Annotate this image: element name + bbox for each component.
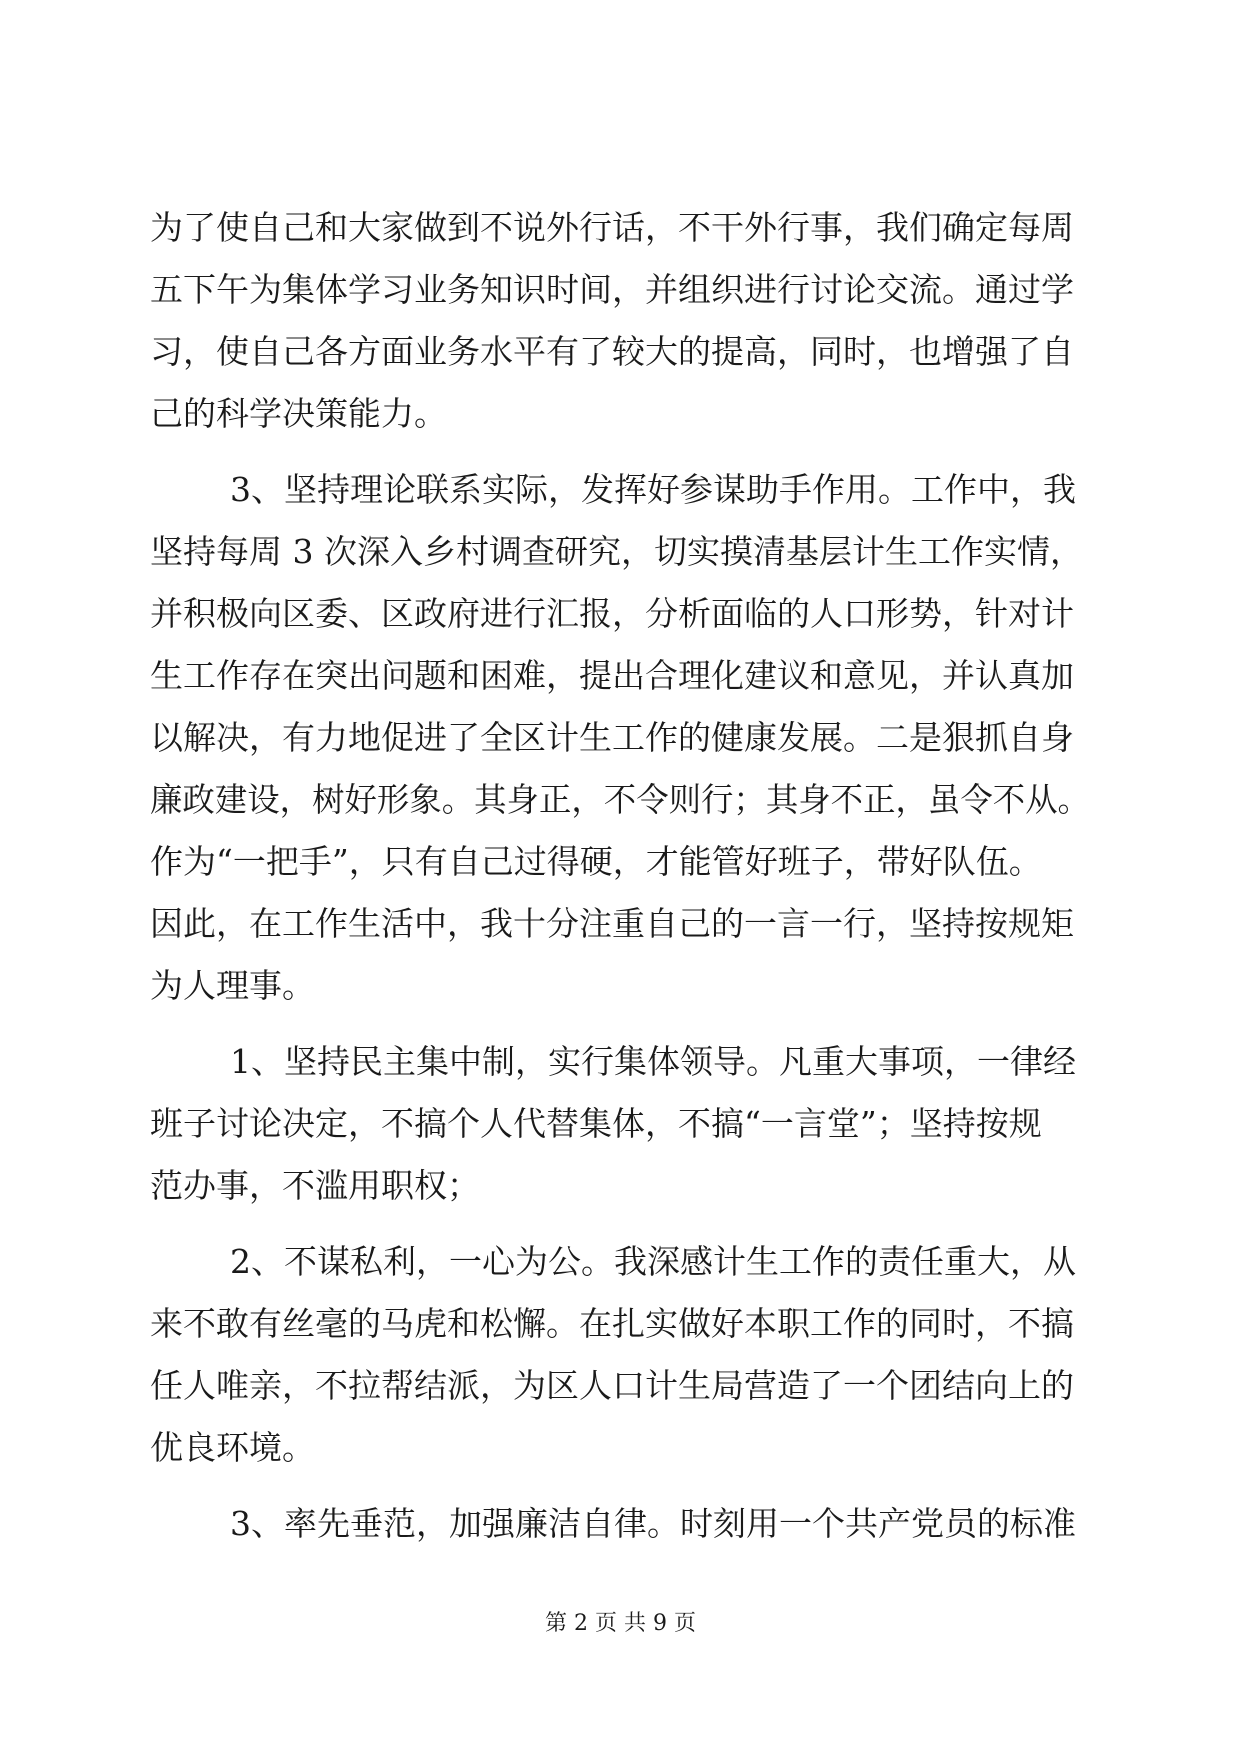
line-text: 生工作存在突出问题和困难，提出合理化建议和意见，并认真加 <box>150 656 1074 695</box>
text-line <box>0 1413 1241 1483</box>
line-text: 3、率先垂范，加强廉洁自律。时刻用一个共产党员的标准 <box>230 1504 1076 1543</box>
text-line <box>0 1089 1241 1159</box>
line-text: 1、坚持民主集中制，实行集体领导。凡重大事项，一律经 <box>230 1042 1076 1081</box>
text-line <box>0 1489 1241 1559</box>
text-line <box>0 193 1241 263</box>
text-line <box>0 455 1241 525</box>
line-text: 坚持每周 3 次深入乡村调查研究，切实摸清基层计生工作实情， <box>150 532 1083 571</box>
text-line <box>0 889 1241 959</box>
line-text: 以解决，有力地促进了全区计生工作的健康发展。二是狠抓自身 <box>150 718 1074 757</box>
line-text: 来不敢有丝毫的马虎和松懈。在扎实做好本职工作的同时，不搞 <box>150 1304 1074 1343</box>
text-line <box>0 1151 1241 1221</box>
line-text: 五下午为集体学习业务知识时间，并组织进行讨论交流。通过学 <box>150 270 1074 309</box>
line-text: 作为“一把手”，只有自己过得硬，才能管好班子，带好队伍。 <box>150 842 1042 881</box>
line-text: 为了使自己和大家做到不说外行话，不干外行事，我们确定每周 <box>150 208 1074 247</box>
text-line <box>0 641 1241 711</box>
line-text: 2、不谋私利，一心为公。我深感计生工作的责任重大，从 <box>230 1242 1076 1281</box>
text-line <box>0 379 1241 449</box>
line-text: 3、坚持理论联系实际，发挥好参谋助手作用。工作中，我 <box>230 470 1076 509</box>
page-number-footer: 第 2 页 共 9 页 <box>545 1611 696 1636</box>
line-text: 为人理事。 <box>150 966 315 1005</box>
text-line <box>0 703 1241 773</box>
text-line <box>0 765 1241 835</box>
line-text: 优良环境。 <box>150 1428 315 1467</box>
line-text: 习，使自己各方面业务水平有了较大的提高，同时，也增强了自 <box>150 332 1074 371</box>
line-text: 并积极向区委、区政府进行汇报，分析面临的人口形势，针对计 <box>150 594 1074 633</box>
text-line <box>0 517 1241 587</box>
text-line <box>0 317 1241 387</box>
line-text: 因此，在工作生活中，我十分注重自己的一言一行，坚持按规矩 <box>150 904 1074 943</box>
text-line <box>0 827 1241 897</box>
line-text: 己的科学决策能力。 <box>150 394 447 433</box>
line-text: 班子讨论决定，不搞个人代替集体，不搞“一言堂”；坚持按规 <box>150 1104 1042 1143</box>
text-line <box>0 1027 1241 1097</box>
line-text: 廉政建设，树好形象。其身正，不令则行；其身不正，虽令不从。 <box>150 780 1090 819</box>
text-line <box>0 1351 1241 1421</box>
line-text: 任人唯亲，不拉帮结派，为区人口计生局营造了一个团结向上的 <box>150 1366 1074 1405</box>
line-text: 范办事，不滥用职权； <box>150 1166 480 1205</box>
text-line <box>0 255 1241 325</box>
text-line <box>0 579 1241 649</box>
text-line <box>0 951 1241 1021</box>
text-line <box>0 1227 1241 1297</box>
text-line <box>0 1289 1241 1359</box>
